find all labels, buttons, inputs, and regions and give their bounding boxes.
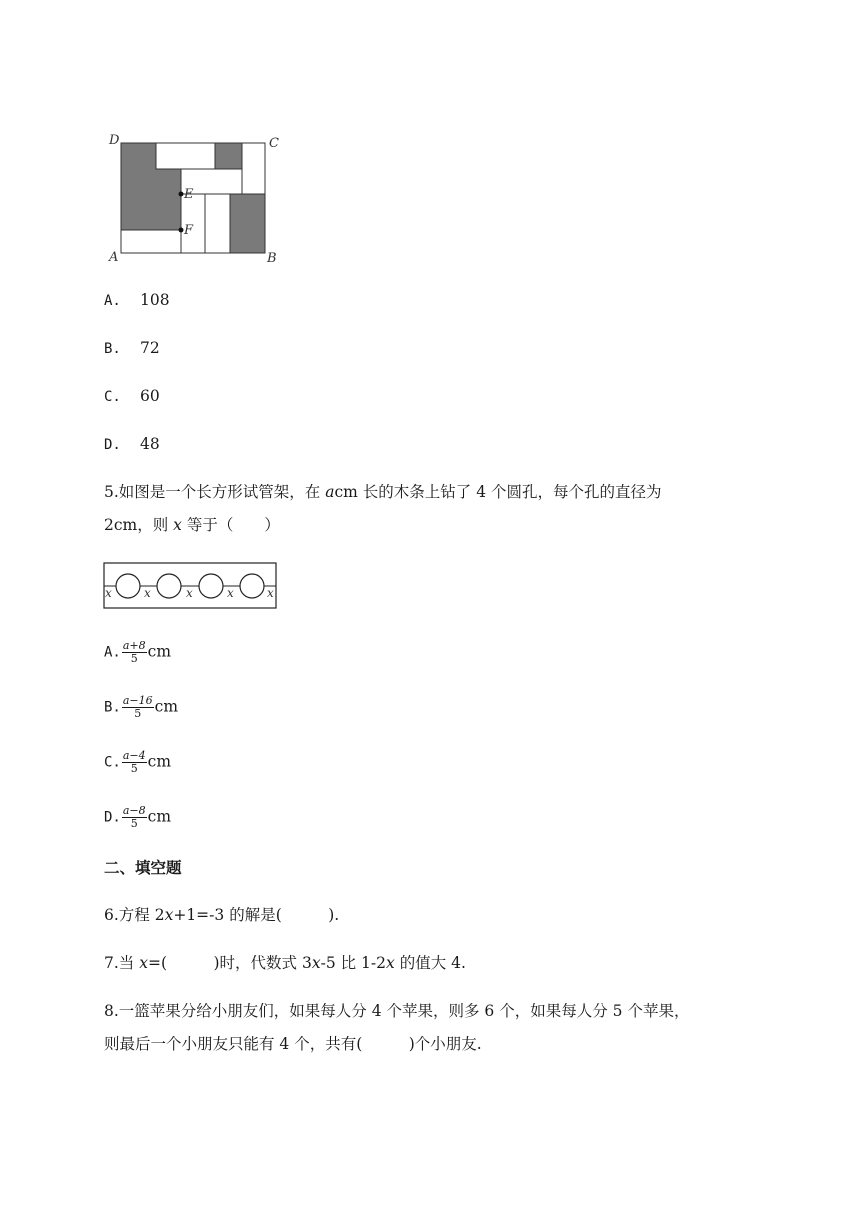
hole-3 (199, 574, 223, 598)
fraction-denominator: 5 (130, 652, 138, 665)
q4-option-d[interactable] (104, 434, 160, 455)
fraction-denominator: 5 (130, 817, 138, 830)
q4-option-b[interactable] (104, 338, 160, 359)
hole-4 (240, 574, 264, 598)
inner-rect-top (156, 143, 215, 169)
fraction-numerator: a+8 (122, 639, 146, 652)
option-letter: D. (104, 809, 121, 826)
option-value: 72 (140, 339, 160, 357)
label-b: B (267, 251, 277, 266)
gap-label-x: x (267, 586, 274, 600)
option-unit: cm (147, 807, 172, 826)
gap-label-x: x (186, 586, 193, 600)
label-d: D (109, 133, 120, 148)
section-heading-fill-in: 二、填空题 (104, 859, 182, 877)
label-f: F (184, 223, 194, 238)
option-fraction (122, 640, 147, 665)
fraction-numerator: a−8 (122, 804, 146, 817)
option-letter: B. (104, 699, 121, 716)
q6-line (104, 905, 339, 925)
option-letter: A. (104, 644, 121, 661)
q5-text: 等于（ ） (181, 516, 280, 534)
gap-label-x: x (105, 586, 112, 600)
q5-option-d[interactable] (104, 805, 171, 830)
inner-rect-right-vertical (242, 143, 265, 194)
fraction-denominator: 5 (130, 762, 138, 775)
q7-text: =( )时，代数式 3 (147, 954, 312, 972)
q6-var-x: x (164, 906, 174, 924)
option-letter: B. (104, 341, 121, 357)
q7-text: -5 比 1-2 (320, 954, 387, 972)
option-unit: cm (154, 697, 179, 716)
option-fraction (122, 805, 147, 830)
fraction-numerator: a−4 (122, 749, 146, 762)
q7-text: 的值大 4. (394, 954, 466, 972)
option-fraction (122, 695, 154, 720)
gap-label-x: x (227, 586, 234, 600)
shaded-region-top (215, 143, 242, 169)
q4-option-c[interactable] (104, 386, 160, 407)
rectangle-figure (104, 130, 289, 270)
gap-label-x: x (144, 586, 151, 600)
option-value: 48 (140, 435, 160, 453)
label-e: E (184, 187, 194, 202)
hole-2 (157, 574, 181, 598)
point-f (179, 228, 184, 233)
q5-text: 2cm，则 (104, 516, 174, 534)
q8-line2: 则最后一个小朋友只能有 4 个，共有( )个小朋友. (104, 1035, 482, 1053)
option-letter: C. (104, 754, 121, 771)
option-value: 108 (140, 291, 170, 309)
hole-1 (116, 574, 140, 598)
fraction-numerator: a−16 (122, 694, 153, 707)
test-tube-rack-figure (103, 562, 279, 610)
inner-rect-bottom-left (121, 230, 181, 253)
q6-text: +1=-3 的解是( ). (173, 906, 340, 924)
q7-line (104, 953, 466, 973)
q6-text: 6.方程 2 (104, 906, 165, 924)
q5-stem-line1 (104, 482, 662, 502)
option-unit: cm (147, 752, 172, 771)
q7-text: 7.当 (104, 954, 140, 972)
shaded-region-right (230, 194, 265, 253)
option-letter: D. (104, 437, 121, 453)
label-a: A (109, 250, 119, 265)
q5-option-c[interactable] (104, 750, 171, 775)
q7-var-x: x (386, 954, 395, 972)
option-letter: A. (104, 293, 121, 309)
label-c: C (269, 136, 279, 151)
q8-line1: 8.一篮苹果分给小朋友们，如果每人分 4 个苹果，则多 6 个，如果每人分 5 个苹果， (104, 1002, 690, 1020)
option-unit: cm (147, 642, 172, 661)
q5-var-x: x (173, 516, 182, 534)
fraction-denominator: 5 (134, 707, 142, 720)
q7-var-x: x (139, 954, 148, 972)
q5-stem-line2 (104, 515, 280, 535)
q5-var-a: a (325, 483, 335, 501)
point-e (179, 192, 184, 197)
q5-option-a[interactable] (104, 640, 171, 665)
q5-option-b[interactable] (104, 695, 178, 720)
q5-text: cm 长的木条上钻了 4 个圆孔，每个孔的直径为 (334, 483, 662, 501)
q4-option-a[interactable] (104, 290, 170, 311)
q7-var-x: x (311, 954, 321, 972)
q5-text: 5.如图是一个长方形试管架，在 (104, 483, 326, 501)
option-fraction (122, 750, 147, 775)
option-letter: C. (104, 389, 121, 405)
option-value: 60 (140, 387, 160, 405)
inner-rect-col2 (205, 194, 230, 253)
